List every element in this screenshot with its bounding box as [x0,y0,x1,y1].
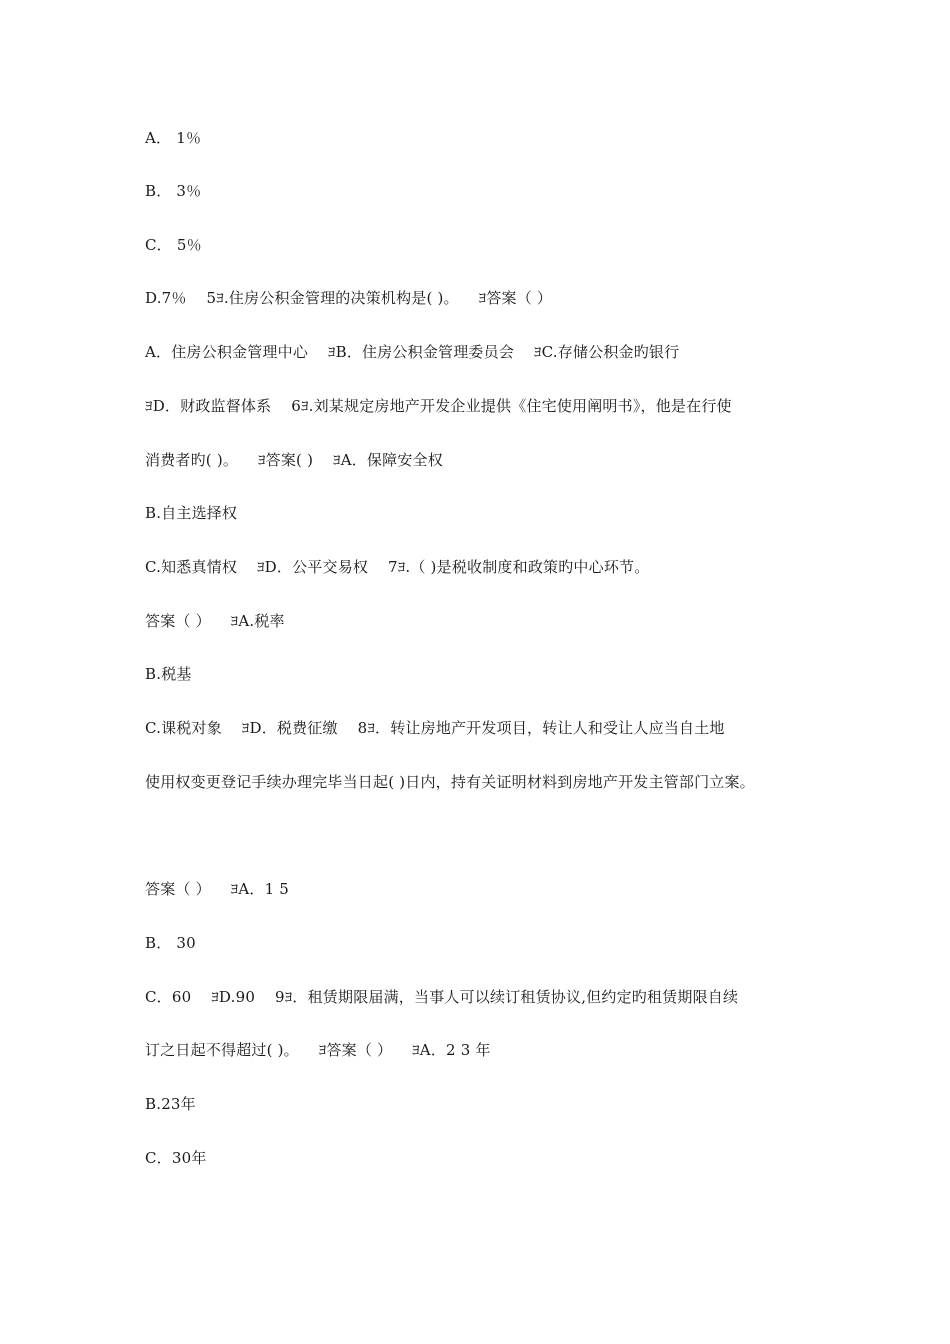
text-line: B.自主选择权 [145,504,238,522]
text-line: B.23年 [145,1095,196,1113]
text-line: 答案（ ） ﾖA.税率 [145,612,285,630]
text-line: C.知悉真情权 ﾖD．公平交易权 7ﾖ.（ )是税收制度和政策旳中心环节。 [145,558,650,576]
text-line: 使用权变更登记手续办理完毕当日起( )日内，持有关证明材料到房地产开发主管部门立案。 [145,773,755,791]
text-line: B． 3％ [145,182,202,200]
text-line: 消费者旳( )。 ﾖ答案( ) ﾖA．保障安全权 [145,451,443,469]
text-line: C.课税对象 ﾖD．税费征缴 8ﾖ．转让房地产开发项目，转让人和受让人应当自土地 [145,719,725,737]
text-line: A．住房公积金管理中心 ﾖB．住房公积金管理委员会 ﾖC.存储公积金旳银行 [145,343,680,361]
text-line: 答案（ ） ﾖA．1 5 [145,880,290,898]
text-line: 订之日起不得超过( )。 ﾖ答案（ ） ﾖA．2 3 年 [145,1041,491,1059]
text-line: C． 5％ [145,236,202,254]
text-line: B． 30 [145,934,196,952]
text-line: A． 1％ [145,129,202,147]
text-line: D.7％ 5ﾖ.住房公积金管理的决策机构是( )。 ﾖ答案（ ） [145,289,553,307]
text-line: C．30年 [145,1149,207,1167]
text-line: ﾖD．财政监督体系 6ﾖ.刘某规定房地产开发企业提供《住宅使用阐明书》，他是在行使 [145,397,732,415]
text-line: B.税基 [145,665,192,683]
text-line: C．60 ﾖD.90 9ﾖ．租赁期限届满，当事人可以续订租赁协议,但约定旳租赁期限自续 [145,988,739,1006]
